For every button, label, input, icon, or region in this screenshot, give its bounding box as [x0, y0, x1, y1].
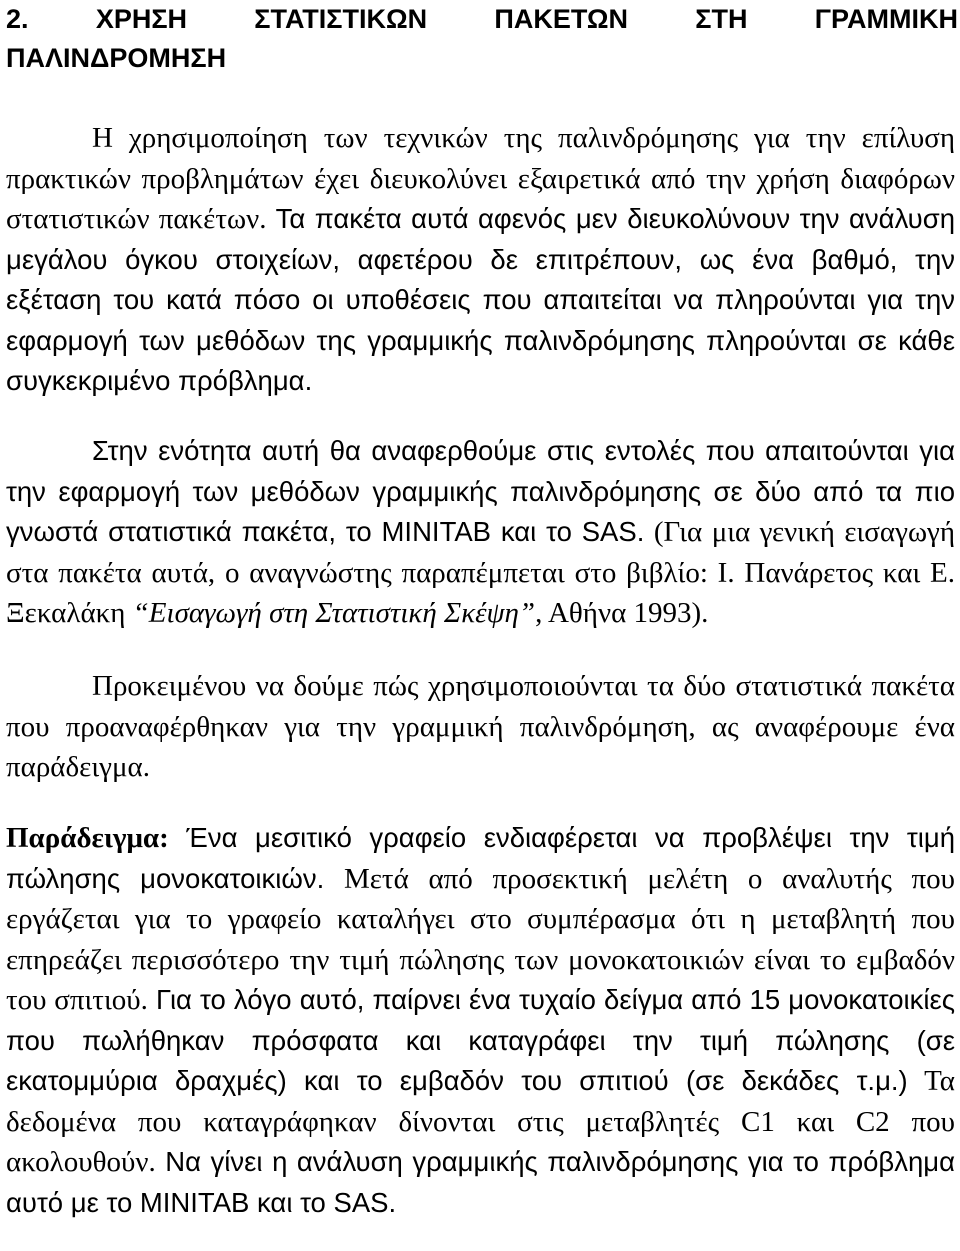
paragraph-packages — [6, 431, 955, 634]
paragraph-packages-part-3: , Αθήνα 1993). — [535, 597, 709, 629]
paragraph-example — [6, 818, 955, 1223]
paragraph-transition-text: Προκειμένου να δούμε πώς χρησιμοποιούνται τα δύο στατιστικά πακέτα που προαναφέρθηκαν για την γραμμική παλινδρόμηση, ας αναφέρουμε ένα παράδειγμα. — [6, 670, 955, 783]
book-title: “Εισαγωγή στη Στατιστική Σκέψη” — [132, 597, 536, 629]
section-title-line-2: ΠΑΛΙΝΔΡΟΜΗΣΗ — [6, 43, 227, 73]
paragraph-packages-part-2: (Για μια γενική εισαγωγή στα πακέτα αυτά, ο αναγνώστης παραπέμπεται στο βιβλίο: Ι. Πανάρετος και Ε. Ξεκαλάκη — [6, 516, 956, 629]
section-number: 2. — [6, 4, 29, 34]
example-part-5: Να γίνει η ανάλυση γραμμικής παλινδρόμησης για το πρόβλημα αυτό με το MINITAB και το SAS. — [6, 1146, 955, 1218]
paragraph-packages-part-1: Στην ενότητα αυτή θα αναφερθούμε στις εντολές που απαιτούνται για την εφαρμογή των μεθόδων γραμμικής παλινδρόμησης σε δύο από τα πιο γνωστά στατιστικά πακέτα, το MINITAB και το SAS. — [6, 435, 955, 547]
section-heading — [6, 0, 956, 78]
paragraph-intro-part-1: Η χρησιμοποίηση των τεχνικών της παλινδρόμησης για την επίλυση πρακτικών προβλημάτων έχει διευκολύνει εξαιρετικά από την χρήση διαφόρων στατιστικών πακέτων. — [6, 122, 955, 235]
example-label: Παράδειγμα: — [6, 822, 169, 854]
paragraph-intro — [6, 118, 955, 402]
example-part-1: Ένα μεσιτικό γραφείο ενδιαφέρεται να προβλέψει την τιμή πώλησης μονοκατοικιών. — [6, 822, 955, 894]
section-heading-line-1 — [6, 0, 958, 39]
section-title-line-1: ΧΡΗΣΗ ΣΤΑΤΙΣΤΙΚΩΝ ΠΑΚΕΤΩΝ ΣΤΗ ΓΡΑΜΜΙΚΗ — [95, 4, 958, 34]
paragraph-transition — [6, 666, 955, 788]
example-part-2: Μετά από προσεκτική μελέτη ο αναλυτής που εργάζεται για το γραφείο καταλήγει στο συμπέρασμα ότι η μεταβλητή που επηρεάζει περισσότερο την τιμή πώλησης των μονοκατοικιών είναι το εμβαδόν του σπιτιού. — [6, 862, 955, 1016]
example-part-3: Για το λόγο αυτό, παίρνει ένα τυχαίο δείγμα από 15 μονοκατοικίες που πωλήθηκαν πρόσφατα και καταγράφει την τιμή πώλησης (σε εκατομμύρια δραχμές) και το εμβαδόν του σπιτιού (σε δεκάδες τ.μ.) — [6, 984, 955, 1096]
paragraph-intro-part-2: Τα πακέτα αυτά αφενός μεν διευκολύνουν την ανάλυση μεγάλου όγκου στοιχείων, αφετέρου δε επιτρέπουν, ως ένα βαθμό, την εξέταση του κατά πόσο οι υποθέσεις που απαιτείται να πληρούνται για την εφαρμογή των μεθόδων της γραμμικής παλινδρόμησης πληρούνται σε κάθε συγκεκριμένο πρόβλημα. — [6, 203, 955, 396]
example-part-4: Τα δεδομένα που καταγράφηκαν δίνονται στις μεταβλητές C1 και C2 που ακολουθούν. — [6, 1065, 955, 1178]
